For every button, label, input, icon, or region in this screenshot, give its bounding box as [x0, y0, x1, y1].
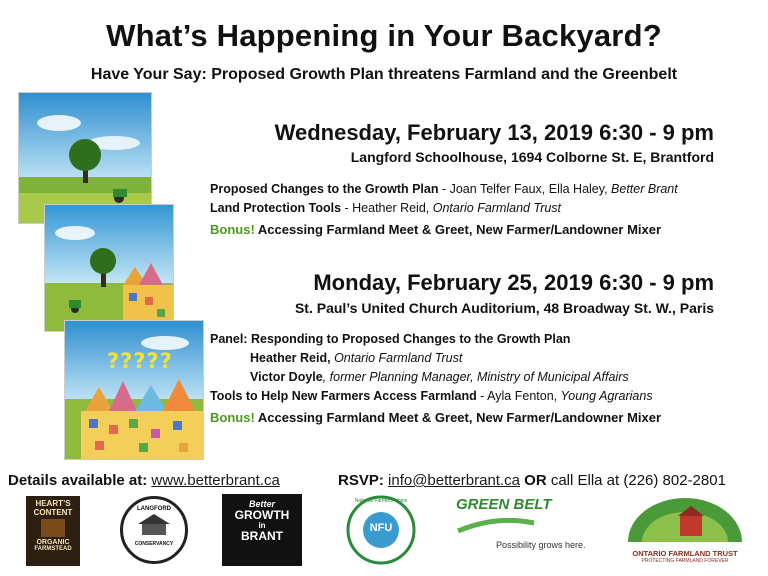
hearts-content-logo-line4: FARMSTEAD: [34, 546, 72, 552]
langford-logo-top: LANGFORD: [137, 506, 171, 512]
oft-tagline: PROTECTING FARMLAND FOREVER: [641, 558, 729, 564]
event2-place: St. Paul’s United Church Auditorium, 48 Broadway St. W., Paris: [294, 300, 714, 316]
farm-image-3: [64, 320, 204, 460]
event2-tools-org: Young Agrarians: [560, 389, 653, 403]
event1-line2-speaker: - Heather Reid,: [341, 201, 433, 215]
event2-bonus-label: Bonus!: [210, 410, 255, 425]
footer-details: [8, 472, 280, 489]
event2-panelist-2: [250, 370, 629, 384]
event2-bonus-line: [210, 410, 661, 425]
oft-name: ONTARIO FARMLAND TRUST: [632, 549, 738, 558]
footer-rsvp: [338, 472, 726, 489]
event2-tools-speaker: - Ayla Fenton,: [476, 389, 561, 403]
hearts-content-logo-line2: CONTENT: [33, 508, 73, 517]
rsvp-label: RSVP:: [338, 472, 384, 489]
phone-text: call Ella at (226) 802-2801: [546, 472, 726, 489]
farm-image-2: [44, 204, 174, 332]
event2-panelist-1: [250, 351, 462, 365]
event1-line2: [210, 201, 561, 215]
hearts-content-logo-line3: ORGANIC: [36, 539, 70, 546]
hearts-content-logo: [26, 496, 80, 566]
hearts-content-emblem-icon: [41, 519, 65, 537]
greenbelt-swoosh-icon: [456, 513, 536, 535]
event1-bonus-line: [210, 222, 661, 237]
event1-bonus-label: Bonus!: [210, 222, 255, 237]
event2-tools-title: Tools to Help New Farmers Access Farmland: [210, 389, 477, 403]
nfu-ring-text: National Farmers Union: [354, 498, 408, 504]
langford-conservancy-logo: [120, 496, 188, 564]
schoolhouse-icon: [134, 512, 174, 536]
event1-line2-title: Land Protection Tools: [210, 201, 342, 215]
event1-line2-org: Ontario Farmland Trust: [432, 201, 562, 215]
bgb-line3: in: [258, 521, 266, 531]
panelist-1-role: Ontario Farmland Trust: [330, 351, 463, 365]
event1-line1-org: Better Brant: [611, 182, 678, 196]
greenbelt-tagline: Possibility grows here.: [496, 540, 586, 550]
event1-line1-title: Proposed Changes to the Growth Plan: [210, 182, 439, 196]
nfu-logo: [340, 494, 422, 566]
event2-tools-line: [210, 389, 653, 403]
farm-arch-icon: [620, 494, 750, 544]
event1-bonus-text: Accessing Farmland Meet & Greet, New Farmer/Landowner Mixer: [254, 222, 662, 237]
event1-place: Langford Schoolhouse, 1694 Colborne St. E, Brantford: [350, 149, 714, 165]
greenbelt-logo: [456, 496, 596, 568]
panelist-1-name: Heather Reid,: [250, 351, 331, 365]
details-label: Details available at:: [8, 472, 148, 489]
event2-date: Monday, February 25, 2019 6:30 - 9 pm: [313, 270, 714, 295]
website-link[interactable]: www.betterbrant.ca: [151, 472, 280, 489]
event1-date: Wednesday, February 13, 2019 6:30 - 9 pm: [274, 120, 714, 145]
nfu-center-text: NFU: [369, 522, 393, 534]
hearts-content-logo-line1: HEART’S: [35, 499, 71, 508]
panelist-2-role: , former Planning Manager, Ministry of Municipal Affairs: [322, 370, 629, 384]
langford-logo-bottom: CONSERVANCY: [134, 541, 174, 547]
email-link[interactable]: info@betterbrant.ca: [388, 472, 520, 489]
bgb-line1: Better: [248, 499, 275, 509]
bgb-line4: BRANT: [241, 529, 283, 544]
page-title: What’s Happening in Your Backyard?: [106, 18, 662, 53]
greenbelt-wordmark: GREEN BELT: [456, 496, 552, 513]
or-label: OR: [524, 472, 547, 489]
event2-bonus-text: Accessing Farmland Meet & Greet, New Farmer/Landowner Mixer: [254, 410, 662, 425]
ontario-farmland-trust-logo: [620, 494, 750, 568]
event2-panel: Panel: Responding to Proposed Changes to the Growth Plan: [210, 332, 571, 346]
subtitle: Have Your Say: Proposed Growth Plan threatens Farmland and the Greenbelt: [90, 66, 678, 83]
better-growth-brant-logo: [222, 494, 302, 566]
event1-line1: [210, 182, 678, 196]
panelist-2-name: Victor Doyle: [250, 370, 323, 384]
bgb-line2: GROWTH: [234, 508, 290, 523]
question-marks: ?????: [107, 349, 173, 373]
event1-line1-speakers: - Joan Telfer Faux, Ella Haley,: [438, 182, 612, 196]
